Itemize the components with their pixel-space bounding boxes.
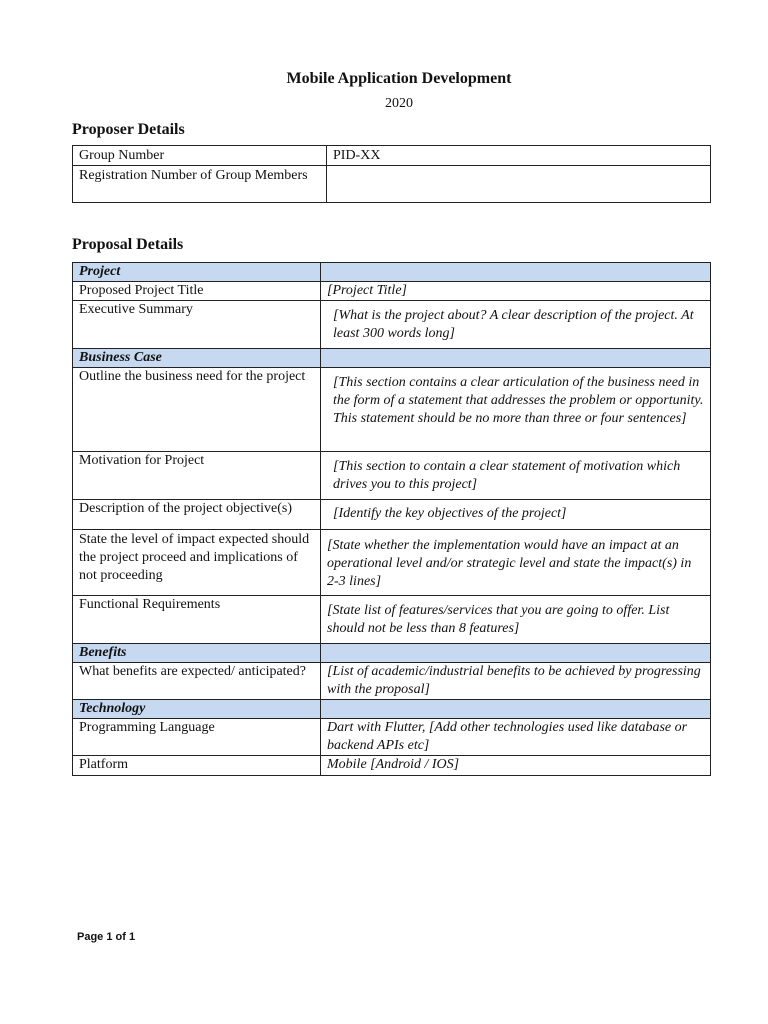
programming-language-value: Dart with Flutter, [Add other technologies used like database or backend APIs etc]	[321, 719, 711, 756]
registration-number-value	[327, 166, 711, 203]
section-row-benefits	[73, 644, 711, 663]
table-row	[73, 719, 711, 756]
executive-summary-label: Executive Summary	[73, 301, 321, 349]
table-row	[73, 368, 711, 452]
section-spacer	[321, 349, 711, 368]
proposer-details-heading: Proposer Details	[72, 121, 185, 138]
section-row-project	[73, 263, 711, 282]
table-row	[73, 596, 711, 644]
business-need-value: [This section contains a clear articulation of the business need in the form of a statement that addresses the problem or opportunity. This statement should be no more than three or four sentences]	[321, 368, 711, 452]
document-year: 2020	[385, 96, 413, 111]
section-label-technology: Technology	[73, 700, 321, 719]
table-row	[73, 663, 711, 700]
objective-label: Description of the project objective(s)	[73, 500, 321, 530]
group-number-label: Group Number	[73, 146, 327, 166]
motivation-value: [This section to contain a clear statement of motivation which drives you to this project]	[321, 452, 711, 500]
table-row	[73, 146, 711, 166]
platform-label: Platform	[73, 756, 321, 776]
project-title-label: Proposed Project Title	[73, 282, 321, 301]
objective-value: [Identify the key objectives of the project]	[321, 500, 711, 530]
section-spacer	[321, 700, 711, 719]
executive-summary-value: [What is the project about? A clear description of the project. At least 300 words long]	[321, 301, 711, 349]
group-number-value: PID-XX	[327, 146, 711, 166]
benefits-value: [List of academic/industrial benefits to be achieved by progressing with the proposal]	[321, 663, 711, 700]
table-row	[73, 500, 711, 530]
document-title: Mobile Application Development	[286, 70, 512, 87]
table-row	[73, 452, 711, 500]
registration-number-label: Registration Number of Group Members	[73, 166, 327, 203]
programming-language-label: Programming Language	[73, 719, 321, 756]
section-spacer	[321, 263, 711, 282]
motivation-label: Motivation for Project	[73, 452, 321, 500]
table-row	[73, 166, 711, 203]
proposal-details-heading: Proposal Details	[72, 236, 184, 253]
table-row	[73, 756, 711, 776]
functional-requirements-value: [State list of features/services that you are going to offer. List should not be less than 8 features]	[321, 596, 711, 644]
impact-value: [State whether the implementation would have an impact at an operational level and/or strategic level and state the impact(s) in 2-3 lines]	[321, 530, 711, 596]
section-spacer	[321, 644, 711, 663]
section-row-technology	[73, 700, 711, 719]
project-title-value: [Project Title]	[321, 282, 711, 301]
functional-requirements-label: Functional Requirements	[73, 596, 321, 644]
proposer-details-table	[72, 145, 711, 203]
section-row-business-case	[73, 349, 711, 368]
impact-label: State the level of impact expected should the project proceed and implications of not proceeding	[73, 530, 321, 596]
table-row	[73, 530, 711, 596]
section-label-business-case: Business Case	[73, 349, 321, 368]
section-label-project: Project	[73, 263, 321, 282]
benefits-label: What benefits are expected/ anticipated?	[73, 663, 321, 700]
business-need-label: Outline the business need for the project	[73, 368, 321, 452]
platform-value: Mobile [Android / IOS]	[321, 756, 711, 776]
section-label-benefits: Benefits	[73, 644, 321, 663]
page-number: Page 1 of 1	[77, 931, 136, 943]
table-row	[73, 282, 711, 301]
proposal-details-table	[72, 262, 711, 776]
table-row	[73, 301, 711, 349]
